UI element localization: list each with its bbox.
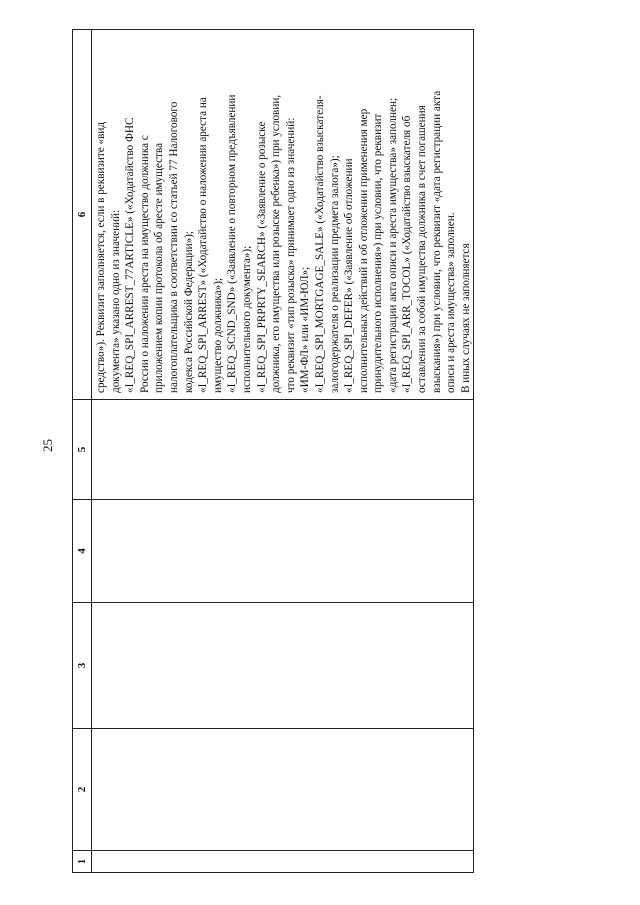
description-line: «I_REQ_SPI_MORTGAGE_SALE» («Ходатайство взыскателя-: [313, 95, 326, 393]
description-line: оставлении за собой имущества должника в счет погашения: [416, 105, 429, 393]
description-line: «I_REQ_SPI_ARR_TOCOL» («Ходатайство взыскателя об: [401, 115, 414, 393]
description-line: имущество должника»);: [211, 277, 224, 393]
header-col-1: 1: [73, 851, 92, 873]
description-line: «I_REQ_SPI_ARREST_77ARTICLE» («Ходатайство ФНС: [124, 117, 137, 393]
cell-col-2: [92, 729, 474, 851]
page-number: 25: [40, 439, 55, 452]
description-line: исполнительного документа»);: [240, 245, 253, 393]
description-line: России о наложении ареста на имущество должника с: [138, 135, 151, 393]
header-col-6: 6: [73, 30, 92, 400]
description-line: «ИМ-ФЛ» или «ИМ-ЮЛ»;: [299, 266, 312, 393]
description-line: «I_REQ_SPI_PRPRTY_SEARCH» («Заявление о розыске: [255, 121, 268, 393]
description-line: что реквизит «тип розыска» принимает одно из значений:: [284, 117, 297, 393]
description-line: «дата регистрации акта описи и ареста имущества» заполнен;: [386, 97, 399, 393]
description-line: В иных случаях не заполняется: [459, 243, 472, 393]
description-line: «I_REQ_SPI_DEFER» («Заявление об отложении: [343, 158, 356, 393]
table-row: [92, 30, 474, 873]
cell-col-3: [92, 603, 474, 729]
header-col-4: 4: [73, 500, 92, 603]
description-line: описи и ареста имущества» заполнен.: [445, 212, 458, 393]
description-line: «I_REQ_SCND_SND» («Заявление о повторном предъявлении: [226, 94, 239, 393]
description-line: принудительного исполнения») при условии, что реквизит: [372, 113, 385, 393]
description-line: залогодержателя о реализации предмета залога»);: [328, 155, 341, 393]
description-line: приложением копии протокола об аресте имущества: [153, 142, 166, 393]
description-line: документа» указано одно из значений:: [109, 209, 122, 393]
requisites-table: [72, 29, 474, 873]
header-col-3: 3: [73, 603, 92, 729]
description-line: исполнительных действий и об отложении применения мер: [357, 108, 370, 393]
header-col-2: 2: [73, 729, 92, 851]
description-line: взыскания») при условии, что реквизит «дата регистрации акта: [430, 90, 443, 393]
description-line: средство»). Реквизит заполняется, если в реквизите «вид: [95, 121, 107, 393]
description-line: налогоплательщика в соответствии со статьей 77 Налогового: [167, 101, 180, 393]
description-line: «I_REQ_SPI_ARREST» («Ходатайство о наложении ареста на: [197, 97, 210, 393]
header-col-5: 5: [73, 400, 92, 500]
cell-col-4: [92, 500, 474, 603]
cell-col-1: [92, 851, 474, 873]
description-line: кодекса Российской Федерации»);: [182, 230, 195, 393]
cell-col-5: [92, 400, 474, 500]
description-line: должника, его имущества или розыске ребенка») при условии,: [270, 94, 283, 393]
cell-col-6: [92, 30, 474, 400]
rotated-page-frame: [72, 30, 472, 873]
header-row: [73, 30, 92, 873]
requisite-description: [92, 30, 473, 399]
